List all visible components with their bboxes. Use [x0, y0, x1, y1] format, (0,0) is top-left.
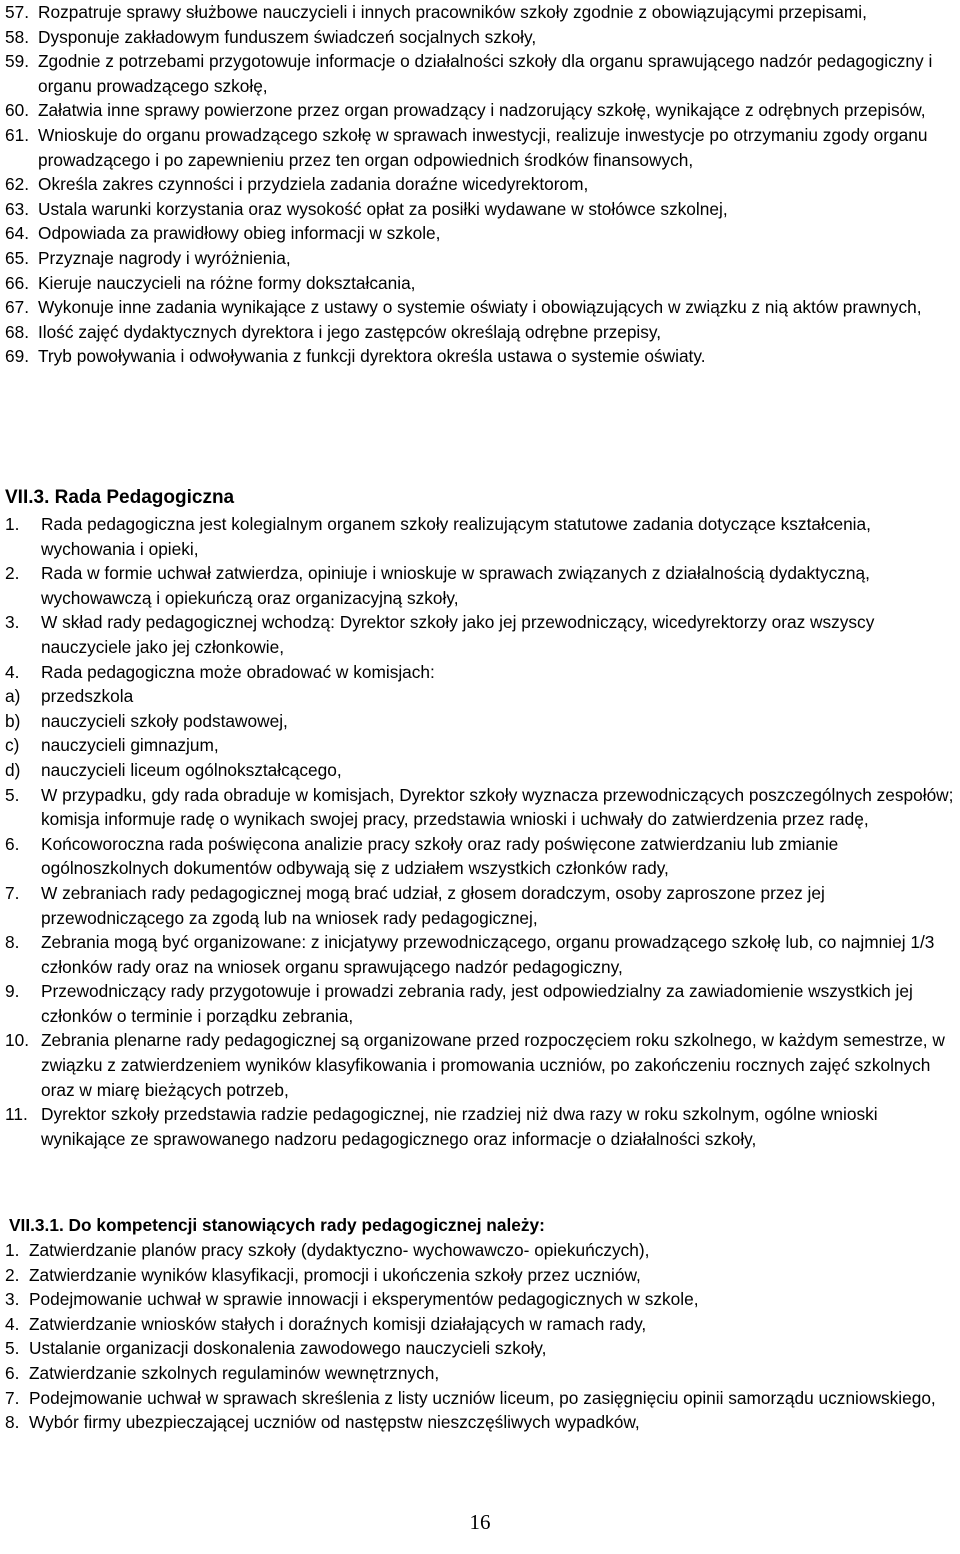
duty-item-number: 63. — [5, 198, 30, 219]
council-item-text: Dyrektor szkoły przedstawia radzie pedagogicznej, nie rzadziej niż dwa razy w roku szkolnym, ogólne wnioski wynikające ze sprawowanego nadzoru pedagogicznego oraz informacje o działalności szkoły, — [41, 1104, 878, 1149]
duty-item — [0, 271, 960, 296]
competence-item — [0, 1361, 955, 1386]
council-item — [0, 733, 955, 758]
duty-item-text: Dysponuje zakładowym funduszem świadczeń socjalnych szkoły, — [38, 26, 537, 47]
competence-item-text: Zatwierdzanie planów pracy szkoły (dydaktyczno- wychowawczo- opiekuńczych), — [29, 1240, 650, 1260]
council-item-number: c) — [5, 735, 20, 756]
competence-item — [0, 1238, 955, 1263]
section-heading: VII.3. Rada Pedagogiczna — [5, 487, 235, 508]
competence-item — [0, 1312, 955, 1337]
council-item — [0, 832, 955, 881]
duty-item-text: Odpowiada za prawidłowy obieg informacji w szkole, — [38, 223, 441, 244]
duty-item-number: 64. — [5, 223, 30, 244]
subsection-heading: VII.3.1. Do kompetencji stanowiących rady pedagogicznej należy: — [9, 1215, 545, 1235]
council-item — [0, 660, 955, 685]
council-item — [0, 610, 955, 659]
council-item — [0, 684, 955, 709]
council-item-number: 6. — [5, 833, 20, 854]
duty-item — [0, 320, 960, 345]
council-item-text: nauczycieli gimnazjum, — [41, 735, 219, 756]
council-item-text: przedszkola — [41, 686, 134, 707]
competence-item-number: 5. — [5, 1338, 20, 1359]
duty-item-text: Tryb powoływania i odwoływania z funkcji dyrektora określa ustawa o systemie oświaty. — [38, 346, 706, 367]
council-item-number: 4. — [5, 661, 20, 682]
council-item — [0, 881, 955, 930]
council-item-text: W zebraniach rady pedagogicznej mogą brać udział, z głosem doradczym, osoby zaproszone przez jej przewodniczącego za zgodą lub na wniosek rady pedagogicznej, — [41, 882, 825, 928]
duty-item — [0, 98, 960, 123]
duty-item-text: Przyznaje nagrody i wyróżnienia, — [38, 247, 291, 268]
competence-item-text: Ustalanie organizacji doskonalenia zawodowego nauczycieli szkoły, — [29, 1338, 547, 1359]
council-item-text: Końcoworoczna rada poświęcona analizie pracy szkoły oraz rady poświęcone zatwierdzaniu lub zmianie ogólnoszkolnych dokumentów odbywają się z udziałem wszystkich członków rady, — [41, 833, 839, 879]
duty-item — [0, 197, 960, 222]
duty-item-number: 57. — [5, 2, 30, 22]
duty-item-text: Załatwia inne sprawy powierzone przez organ prowadzący i nadzorujący szkołę, wynikające z odrębnych przepisów, — [38, 100, 926, 121]
pedagogical-council-list — [0, 512, 955, 1151]
duty-item-text: Zgodnie z potrzebami przygotowuje informacje o działalności szkoły dla organu sprawującego nadzór pedagogiczny i organu prowadzącego szkołę, — [38, 51, 933, 96]
council-item-number: b) — [5, 710, 21, 731]
duty-item-text: Wykonuje inne zadania wynikające z ustawy o systemie oświaty i obowiązujących w związku z nią aktów prawnych, — [38, 297, 922, 318]
competence-item-number: 3. — [5, 1289, 20, 1310]
duty-item — [0, 25, 960, 50]
council-item — [0, 1102, 955, 1151]
council-item-text: Zebrania mogą być organizowane: z inicjatywy przewodniczącego, organu prowadzącego szkołę lub, co najmniej 1/3 członków rady oraz na wniosek organu sprawującego nadzór pedagogiczny, — [41, 932, 935, 977]
council-item-number: 11. — [5, 1104, 28, 1125]
duty-item-number: 58. — [5, 26, 30, 47]
duty-item-text: Wnioskuje do organu prowadzącego szkołę w sprawach inwestycji, realizuje inwestycje po otrzymaniu zgody organu prowadzącego i po zapewnieniu przez ten organ odpowiednich środków finansowych, — [38, 124, 928, 170]
duty-item — [0, 123, 960, 172]
competence-item-number: 8. — [5, 1412, 20, 1433]
council-item-text: W skład rady pedagogicznej wchodzą: Dyrektor szkoły jako jej przewodniczący, wicedyrektorzy oraz wszyscy nauczyciele jako jej członkowie, — [41, 612, 875, 657]
council-item — [0, 979, 955, 1028]
council-item-text: Przewodniczący rady przygotowuje i prowadzi zebrania rady, jest odpowiedzialny za zawiadomienie wszystkich jej członków o terminie i porządku zebrania, — [41, 981, 913, 1026]
duty-item-text: Rozpatruje sprawy służbowe nauczycieli i innych pracowników szkoły zgodnie z obowiązującymi przepisami, — [38, 2, 867, 22]
competence-item-text: Podejmowanie uchwał w sprawie innowacji i eksperymentów pedagogicznych w szkole, — [29, 1289, 699, 1310]
council-item-number: 3. — [5, 612, 20, 633]
council-item-text: Zebrania plenarne rady pedagogicznej są organizowane przed rozpoczęciem roku szkolnego, w każdym semestrze, w związku z zatwierdzeniem wyników klasyfikowania i promowania uczniów, po zakończeniu rocznych zajęć szkolnych oraz w miarę bieżących potrzeb, — [41, 1030, 945, 1100]
duty-item — [0, 172, 960, 197]
competence-item-number: 2. — [5, 1264, 20, 1285]
director-duties-list — [0, 0, 960, 369]
duty-item-number: 65. — [5, 247, 30, 268]
council-item-number: 1. — [5, 514, 20, 534]
duty-item-number: 69. — [5, 346, 30, 367]
duty-item-text: Kieruje nauczycieli na różne formy dokształcania, — [38, 272, 416, 293]
competence-item — [0, 1263, 955, 1288]
council-item-number: d) — [5, 759, 21, 780]
council-item-number: 10. — [5, 1030, 30, 1051]
council-item — [0, 512, 955, 561]
competence-item-number: 6. — [5, 1362, 20, 1383]
council-item-number: 7. — [5, 882, 20, 903]
council-item-number: 2. — [5, 563, 20, 584]
council-item — [0, 709, 955, 734]
page-number: 16 — [469, 1510, 491, 1534]
competence-item — [0, 1386, 955, 1411]
competence-item-text: Zatwierdzanie szkolnych regulaminów wewnętrznych, — [29, 1362, 440, 1383]
duty-item — [0, 344, 960, 369]
duty-item — [0, 49, 960, 98]
duty-item-number: 67. — [5, 297, 30, 318]
competence-item-text: Zatwierdzanie wyników klasyfikacji, promocji i ukończenia szkoły przez uczniów, — [29, 1264, 641, 1285]
duty-item-text: Ustala warunki korzystania oraz wysokość opłat za posiłki wydawane w stołówce szkolnej, — [38, 198, 728, 219]
council-item-text: Rada w formie uchwał zatwierdza, opiniuje i wnioskuje w sprawach związanych z działalnością dydaktyczną, wychowawczą i opiekuńczą oraz organizacyjną szkoły, — [41, 563, 870, 608]
council-competences-list — [0, 1238, 955, 1435]
duty-item-number: 61. — [5, 124, 30, 145]
council-item-text: nauczycieli liceum ogólnokształcącego, — [41, 759, 342, 780]
council-item-text: W przypadku, gdy rada obraduje w komisjach, Dyrektor szkoły wyznacza przewodniczących poszczególnych zespołów; komisja informuje radę o wynikach swojej pracy, przedstawia wnioski i uchwały do zatwierdzenia przez radę, — [41, 784, 954, 830]
competence-item — [0, 1287, 955, 1312]
competence-item-number: 7. — [5, 1387, 20, 1408]
council-item — [0, 561, 955, 610]
competence-item-text: Zatwierdzanie wniosków stałych i doraźnych komisji działających w ramach rady, — [29, 1313, 647, 1334]
council-item-number: 8. — [5, 932, 20, 953]
duty-item-number: 66. — [5, 272, 30, 293]
competence-item — [0, 1336, 955, 1361]
competence-item-text: Wybór firmy ubezpieczającej uczniów od następstw nieszczęśliwych wypadków, — [29, 1412, 640, 1433]
competence-item-number: 4. — [5, 1313, 20, 1334]
council-item-number: a) — [5, 686, 21, 707]
council-item-text: Rada pedagogiczna jest kolegialnym organem szkoły realizującym statutowe zadania dotyczące kształcenia, wychowania i opieki, — [41, 514, 871, 559]
council-item — [0, 783, 955, 832]
duty-item-number: 68. — [5, 321, 30, 342]
duty-item — [0, 246, 960, 271]
duty-item — [0, 0, 960, 25]
council-item-number: 9. — [5, 981, 20, 1002]
competence-item-text: Podejmowanie uchwał w sprawach skreślenia z listy uczniów liceum, po zasięgnięciu opinii samorządu uczniowskiego, — [29, 1387, 936, 1408]
competence-item — [0, 1410, 955, 1435]
council-item-number: 5. — [5, 784, 20, 805]
duty-item-text: Określa zakres czynności i przydziela zadania doraźne wicedyrektorom, — [38, 174, 589, 195]
duty-item-text: Ilość zajęć dydaktycznych dyrektora i jego zastępców określają odrębne przepisy, — [38, 321, 662, 342]
competence-item-number: 1. — [5, 1240, 20, 1260]
council-item — [0, 930, 955, 979]
council-item-text: nauczycieli szkoły podstawowej, — [41, 710, 288, 731]
duty-item-number: 59. — [5, 51, 30, 72]
duty-item — [0, 295, 960, 320]
council-item — [0, 758, 955, 783]
duty-item-number: 62. — [5, 174, 30, 195]
duty-item-number: 60. — [5, 100, 30, 121]
council-item-text: Rada pedagogiczna może obradować w komisjach: — [41, 661, 435, 682]
duty-item — [0, 221, 960, 246]
council-item — [0, 1028, 955, 1102]
